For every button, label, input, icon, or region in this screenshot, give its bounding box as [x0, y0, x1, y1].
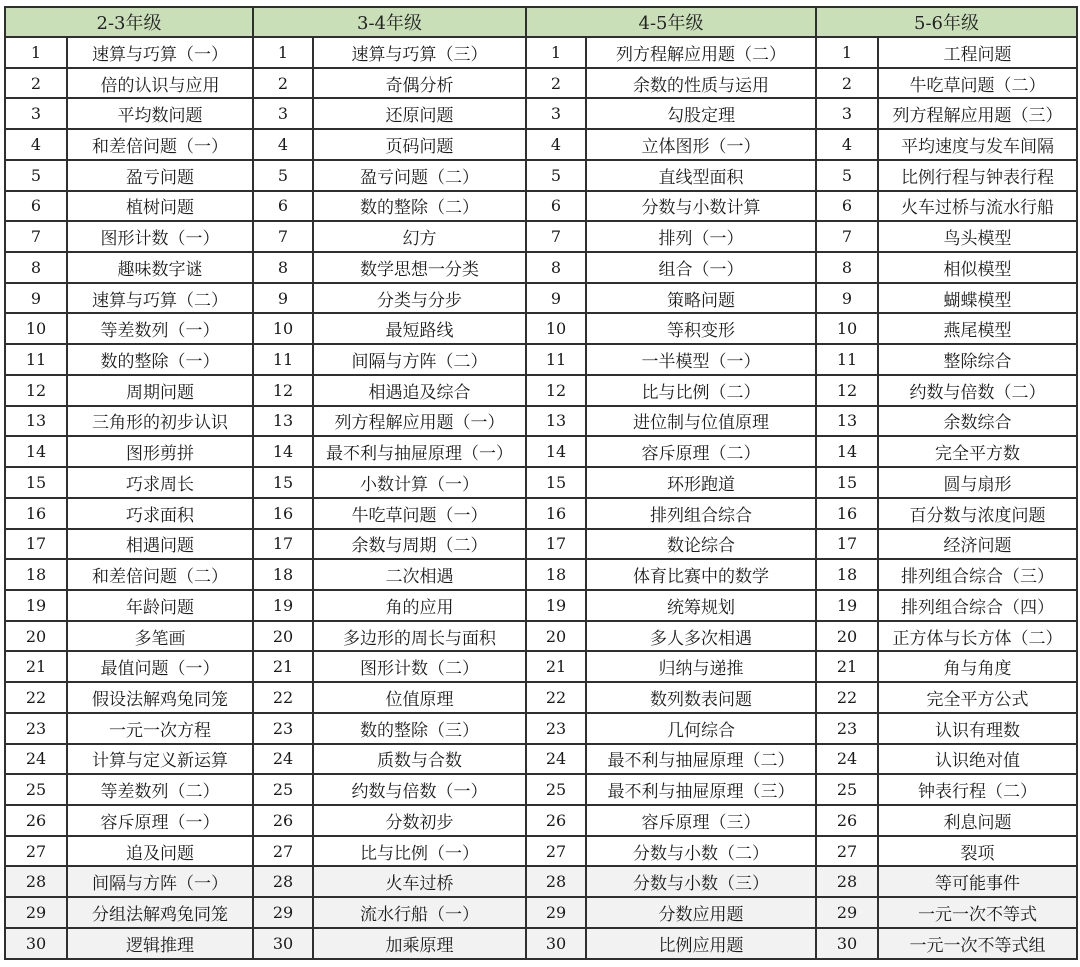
- lesson-number-grade-2-3: 13: [5, 406, 67, 437]
- lesson-number-grade-3-4: 24: [253, 744, 313, 775]
- lesson-topic-grade-2-3: 相遇问题: [67, 529, 253, 560]
- lesson-number-grade-4-5: 7: [526, 221, 586, 252]
- lesson-topic-grade-3-4: 多边形的周长与面积: [313, 621, 526, 652]
- lesson-topic-grade-2-3: 等差数列（二）: [67, 774, 253, 805]
- lesson-number-grade-5-6: 16: [816, 498, 878, 529]
- lesson-topic-grade-3-4: 还原问题: [313, 98, 526, 129]
- lesson-topic-grade-3-4: 相遇追及综合: [313, 375, 526, 406]
- table-row: [5, 590, 1077, 621]
- lesson-number-grade-2-3: 20: [5, 621, 67, 652]
- lesson-topic-grade-5-6: 百分数与浓度问题: [878, 498, 1077, 529]
- table-row: [5, 559, 1077, 590]
- lesson-number-grade-4-5: 15: [526, 467, 586, 498]
- lesson-number-grade-2-3: 14: [5, 436, 67, 467]
- lesson-topic-grade-3-4: 奇偶分析: [313, 68, 526, 99]
- lesson-number-grade-4-5: 23: [526, 713, 586, 744]
- lesson-number-grade-5-6: 6: [816, 191, 878, 222]
- lesson-number-grade-4-5: 4: [526, 129, 586, 160]
- lesson-topic-grade-3-4: 角的应用: [313, 590, 526, 621]
- lesson-topic-grade-4-5: 分数应用题: [586, 897, 816, 928]
- lesson-number-grade-2-3: 5: [5, 160, 67, 191]
- lesson-topic-grade-4-5: 立体图形（一）: [586, 129, 816, 160]
- lesson-topic-grade-5-6: 排列组合综合（四）: [878, 590, 1077, 621]
- lesson-number-grade-4-5: 26: [526, 805, 586, 836]
- table-row: [5, 191, 1077, 222]
- table-row: [5, 498, 1077, 529]
- table-row: [5, 221, 1077, 252]
- lesson-number-grade-2-3: 17: [5, 529, 67, 560]
- lesson-number-grade-3-4: 11: [253, 344, 313, 375]
- lesson-number-grade-4-5: 8: [526, 252, 586, 283]
- table-row: [5, 98, 1077, 129]
- table-row: [5, 406, 1077, 437]
- lesson-topic-grade-4-5: 等积变形: [586, 313, 816, 344]
- lesson-topic-grade-2-3: 倍的认识与应用: [67, 68, 253, 99]
- lesson-topic-grade-5-6: 相似模型: [878, 252, 1077, 283]
- lesson-number-grade-5-6: 19: [816, 590, 878, 621]
- lesson-topic-grade-4-5: 环形跑道: [586, 467, 816, 498]
- lesson-topic-grade-4-5: 排列（一）: [586, 221, 816, 252]
- lesson-topic-grade-3-4: 图形计数（二）: [313, 651, 526, 682]
- lesson-number-grade-4-5: 25: [526, 774, 586, 805]
- lesson-number-grade-5-6: 11: [816, 344, 878, 375]
- lesson-topic-grade-4-5: 分数与小数（三）: [586, 866, 816, 897]
- lesson-topic-grade-4-5: 体育比赛中的数学: [586, 559, 816, 590]
- lesson-number-grade-5-6: 2: [816, 68, 878, 99]
- lesson-topic-grade-4-5: 统筹规划: [586, 590, 816, 621]
- lesson-topic-grade-4-5: 容斥原理（三）: [586, 805, 816, 836]
- lesson-topic-grade-4-5: 几何综合: [586, 713, 816, 744]
- lesson-topic-grade-2-3: 计算与定义新运算: [67, 744, 253, 775]
- lesson-number-grade-4-5: 16: [526, 498, 586, 529]
- lesson-topic-grade-2-3: 容斥原理（一）: [67, 805, 253, 836]
- lesson-number-grade-3-4: 8: [253, 252, 313, 283]
- lesson-number-grade-5-6: 9: [816, 283, 878, 314]
- table-row: [5, 805, 1077, 836]
- lesson-topic-grade-3-4: 牛吃草问题（一）: [313, 498, 526, 529]
- table-row: [5, 651, 1077, 682]
- lesson-number-grade-5-6: 8: [816, 252, 878, 283]
- lesson-topic-grade-5-6: 列方程解应用题（三）: [878, 98, 1077, 129]
- lesson-number-grade-4-5: 2: [526, 68, 586, 99]
- lesson-number-grade-3-4: 1: [253, 37, 313, 68]
- lesson-topic-grade-2-3: 速算与巧算（二）: [67, 283, 253, 314]
- lesson-topic-grade-4-5: 数列数表问题: [586, 682, 816, 713]
- lesson-topic-grade-4-5: 进位制与位值原理: [586, 406, 816, 437]
- lesson-topic-grade-2-3: 和差倍问题（二）: [67, 559, 253, 590]
- lesson-topic-grade-4-5: 策略问题: [586, 283, 816, 314]
- lesson-number-grade-2-3: 9: [5, 283, 67, 314]
- lesson-topic-grade-5-6: 燕尾模型: [878, 313, 1077, 344]
- lesson-topic-grade-5-6: 经济问题: [878, 529, 1077, 560]
- lesson-topic-grade-3-4: 页码问题: [313, 129, 526, 160]
- lesson-number-grade-4-5: 27: [526, 836, 586, 867]
- lesson-number-grade-5-6: 30: [816, 928, 878, 959]
- lesson-number-grade-5-6: 26: [816, 805, 878, 836]
- lesson-topic-grade-3-4: 数的整除（三）: [313, 713, 526, 744]
- lesson-topic-grade-5-6: 钟表行程（二）: [878, 774, 1077, 805]
- lesson-topic-grade-3-4: 分类与分步: [313, 283, 526, 314]
- lesson-topic-grade-4-5: 直线型面积: [586, 160, 816, 191]
- lesson-topic-grade-2-3: 数的整除（一）: [67, 344, 253, 375]
- table-row: [5, 252, 1077, 283]
- table-row: [5, 37, 1077, 68]
- lesson-topic-grade-4-5: 列方程解应用题（二）: [586, 37, 816, 68]
- lesson-topic-grade-3-4: 余数与周期（二）: [313, 529, 526, 560]
- lesson-number-grade-3-4: 15: [253, 467, 313, 498]
- lesson-topic-grade-3-4: 盈亏问题（二）: [313, 160, 526, 191]
- lesson-number-grade-4-5: 9: [526, 283, 586, 314]
- lesson-topic-grade-3-4: 火车过桥: [313, 866, 526, 897]
- lesson-number-grade-5-6: 29: [816, 897, 878, 928]
- lesson-topic-grade-5-6: 一元一次不等式组: [878, 928, 1077, 959]
- lesson-number-grade-5-6: 10: [816, 313, 878, 344]
- lesson-number-grade-2-3: 23: [5, 713, 67, 744]
- lesson-number-grade-3-4: 28: [253, 866, 313, 897]
- lesson-topic-grade-2-3: 速算与巧算（一）: [67, 37, 253, 68]
- lesson-number-grade-4-5: 14: [526, 436, 586, 467]
- grade-header-5-6: 5-6年级: [816, 7, 1077, 37]
- table-row: [5, 682, 1077, 713]
- lesson-topic-grade-2-3: 巧求面积: [67, 498, 253, 529]
- lesson-number-grade-5-6: 23: [816, 713, 878, 744]
- lesson-number-grade-5-6: 22: [816, 682, 878, 713]
- lesson-topic-grade-5-6: 比例行程与钟表行程: [878, 160, 1077, 191]
- lesson-topic-grade-3-4: 数学思想一分类: [313, 252, 526, 283]
- table-body: [5, 37, 1077, 959]
- lesson-number-grade-2-3: 1: [5, 37, 67, 68]
- lesson-number-grade-3-4: 26: [253, 805, 313, 836]
- lesson-topic-grade-4-5: 数论综合: [586, 529, 816, 560]
- table-row: [5, 897, 1077, 928]
- lesson-topic-grade-5-6: 圆与扇形: [878, 467, 1077, 498]
- lesson-number-grade-2-3: 22: [5, 682, 67, 713]
- lesson-topic-grade-3-4: 数的整除（二）: [313, 191, 526, 222]
- lesson-topic-grade-5-6: 平均速度与发车间隔: [878, 129, 1077, 160]
- lesson-number-grade-3-4: 23: [253, 713, 313, 744]
- lesson-number-grade-5-6: 28: [816, 866, 878, 897]
- table-row: [5, 283, 1077, 314]
- lesson-number-grade-3-4: 6: [253, 191, 313, 222]
- table-row: [5, 344, 1077, 375]
- lesson-number-grade-5-6: 20: [816, 621, 878, 652]
- lesson-number-grade-2-3: 27: [5, 836, 67, 867]
- lesson-topic-grade-2-3: 假设法解鸡兔同笼: [67, 682, 253, 713]
- lesson-topic-grade-2-3: 三角形的初步认识: [67, 406, 253, 437]
- lesson-topic-grade-2-3: 间隔与方阵（一）: [67, 866, 253, 897]
- lesson-topic-grade-5-6: 火车过桥与流水行船: [878, 191, 1077, 222]
- grade-header-3-4: 3-4年级: [253, 7, 526, 37]
- lesson-number-grade-5-6: 27: [816, 836, 878, 867]
- lesson-number-grade-3-4: 4: [253, 129, 313, 160]
- lesson-topic-grade-4-5: 最不利与抽屉原理（三）: [586, 774, 816, 805]
- lesson-number-grade-2-3: 8: [5, 252, 67, 283]
- lesson-number-grade-5-6: 24: [816, 744, 878, 775]
- lesson-number-grade-3-4: 13: [253, 406, 313, 437]
- lesson-number-grade-2-3: 6: [5, 191, 67, 222]
- lesson-topic-grade-2-3: 和差倍问题（一）: [67, 129, 253, 160]
- lesson-topic-grade-4-5: 归纳与递推: [586, 651, 816, 682]
- lesson-topic-grade-3-4: 列方程解应用题（一）: [313, 406, 526, 437]
- table-row: [5, 621, 1077, 652]
- lesson-topic-grade-4-5: 比与比例（二）: [586, 375, 816, 406]
- lesson-topic-grade-5-6: 利息问题: [878, 805, 1077, 836]
- lesson-topic-grade-3-4: 质数与合数: [313, 744, 526, 775]
- lesson-number-grade-2-3: 15: [5, 467, 67, 498]
- lesson-number-grade-2-3: 28: [5, 866, 67, 897]
- lesson-number-grade-2-3: 4: [5, 129, 67, 160]
- lesson-number-grade-3-4: 10: [253, 313, 313, 344]
- lesson-topic-grade-5-6: 整除综合: [878, 344, 1077, 375]
- lesson-topic-grade-4-5: 组合（一）: [586, 252, 816, 283]
- lesson-number-grade-3-4: 17: [253, 529, 313, 560]
- lesson-topic-grade-3-4: 加乘原理: [313, 928, 526, 959]
- lesson-topic-grade-3-4: 小数计算（一）: [313, 467, 526, 498]
- lesson-number-grade-3-4: 20: [253, 621, 313, 652]
- lesson-topic-grade-5-6: 工程问题: [878, 37, 1077, 68]
- lesson-topic-grade-2-3: 追及问题: [67, 836, 253, 867]
- lesson-topic-grade-3-4: 位值原理: [313, 682, 526, 713]
- lesson-topic-grade-3-4: 流水行船（一）: [313, 897, 526, 928]
- lesson-number-grade-5-6: 25: [816, 774, 878, 805]
- table-row: [5, 744, 1077, 775]
- lesson-number-grade-3-4: 27: [253, 836, 313, 867]
- lesson-topic-grade-2-3: 多笔画: [67, 621, 253, 652]
- lesson-topic-grade-4-5: 分数与小数（二）: [586, 836, 816, 867]
- lesson-number-grade-4-5: 17: [526, 529, 586, 560]
- table-header: [5, 7, 1077, 37]
- lesson-number-grade-2-3: 11: [5, 344, 67, 375]
- lesson-number-grade-2-3: 19: [5, 590, 67, 621]
- table-row: [5, 529, 1077, 560]
- lesson-number-grade-3-4: 21: [253, 651, 313, 682]
- lesson-number-grade-4-5: 1: [526, 37, 586, 68]
- lesson-topic-grade-5-6: 蝴蝶模型: [878, 283, 1077, 314]
- lesson-topic-grade-3-4: 比与比例（一）: [313, 836, 526, 867]
- lesson-topic-grade-3-4: 二次相遇: [313, 559, 526, 590]
- lesson-topic-grade-2-3: 盈亏问题: [67, 160, 253, 191]
- lesson-number-grade-5-6: 12: [816, 375, 878, 406]
- lesson-topic-grade-2-3: 年龄问题: [67, 590, 253, 621]
- lesson-number-grade-4-5: 13: [526, 406, 586, 437]
- lesson-topic-grade-5-6: 约数与倍数（二）: [878, 375, 1077, 406]
- lesson-number-grade-3-4: 14: [253, 436, 313, 467]
- lesson-number-grade-2-3: 10: [5, 313, 67, 344]
- lesson-topic-grade-5-6: 认识绝对值: [878, 744, 1077, 775]
- table-row: [5, 467, 1077, 498]
- lesson-number-grade-3-4: 30: [253, 928, 313, 959]
- lesson-number-grade-3-4: 16: [253, 498, 313, 529]
- lesson-number-grade-5-6: 13: [816, 406, 878, 437]
- lesson-number-grade-3-4: 7: [253, 221, 313, 252]
- lesson-topic-grade-4-5: 比例应用题: [586, 928, 816, 959]
- table-row: [5, 68, 1077, 99]
- lesson-topic-grade-5-6: 一元一次不等式: [878, 897, 1077, 928]
- lesson-number-grade-4-5: 30: [526, 928, 586, 959]
- lesson-number-grade-4-5: 12: [526, 375, 586, 406]
- lesson-number-grade-4-5: 19: [526, 590, 586, 621]
- lesson-number-grade-4-5: 3: [526, 98, 586, 129]
- lesson-number-grade-2-3: 3: [5, 98, 67, 129]
- lesson-topic-grade-5-6: 完全平方数: [878, 436, 1077, 467]
- lesson-number-grade-5-6: 5: [816, 160, 878, 191]
- lesson-number-grade-4-5: 18: [526, 559, 586, 590]
- table-row: [5, 129, 1077, 160]
- lesson-topic-grade-5-6: 认识有理数: [878, 713, 1077, 744]
- lesson-number-grade-4-5: 20: [526, 621, 586, 652]
- lesson-number-grade-3-4: 22: [253, 682, 313, 713]
- lesson-topic-grade-2-3: 平均数问题: [67, 98, 253, 129]
- lesson-topic-grade-2-3: 等差数列（一）: [67, 313, 253, 344]
- lesson-topic-grade-4-5: 一半模型（一）: [586, 344, 816, 375]
- lesson-number-grade-5-6: 4: [816, 129, 878, 160]
- lesson-number-grade-3-4: 25: [253, 774, 313, 805]
- lesson-topic-grade-4-5: 勾股定理: [586, 98, 816, 129]
- lesson-topic-grade-5-6: 正方体与长方体（二）: [878, 621, 1077, 652]
- lesson-number-grade-4-5: 6: [526, 191, 586, 222]
- table-row: [5, 313, 1077, 344]
- table-row: [5, 436, 1077, 467]
- lesson-number-grade-4-5: 24: [526, 744, 586, 775]
- lesson-topic-grade-2-3: 周期问题: [67, 375, 253, 406]
- lesson-number-grade-5-6: 3: [816, 98, 878, 129]
- lesson-topic-grade-2-3: 逻辑推理: [67, 928, 253, 959]
- lesson-topic-grade-2-3: 最值问题（一）: [67, 651, 253, 682]
- lesson-topic-grade-5-6: 牛吃草问题（二）: [878, 68, 1077, 99]
- lesson-number-grade-3-4: 18: [253, 559, 313, 590]
- lesson-number-grade-5-6: 15: [816, 467, 878, 498]
- grade-header-2-3: 2-3年级: [5, 7, 253, 37]
- header-row: [5, 7, 1077, 37]
- lesson-topic-grade-2-3: 趣味数字谜: [67, 252, 253, 283]
- lesson-number-grade-5-6: 1: [816, 37, 878, 68]
- lesson-number-grade-5-6: 17: [816, 529, 878, 560]
- lesson-topic-grade-4-5: 分数与小数计算: [586, 191, 816, 222]
- lesson-topic-grade-3-4: 幻方: [313, 221, 526, 252]
- lesson-number-grade-3-4: 19: [253, 590, 313, 621]
- lesson-number-grade-5-6: 18: [816, 559, 878, 590]
- lesson-topic-grade-3-4: 间隔与方阵（二）: [313, 344, 526, 375]
- lesson-number-grade-5-6: 14: [816, 436, 878, 467]
- lesson-number-grade-4-5: 10: [526, 313, 586, 344]
- lesson-topic-grade-2-3: 分组法解鸡兔同笼: [67, 897, 253, 928]
- lesson-number-grade-5-6: 21: [816, 651, 878, 682]
- lesson-number-grade-2-3: 18: [5, 559, 67, 590]
- lesson-number-grade-4-5: 28: [526, 866, 586, 897]
- lesson-topic-grade-4-5: 容斥原理（二）: [586, 436, 816, 467]
- table-row: [5, 375, 1077, 406]
- lesson-topic-grade-3-4: 分数初步: [313, 805, 526, 836]
- curriculum-table: [4, 6, 1078, 960]
- lesson-topic-grade-5-6: 完全平方公式: [878, 682, 1077, 713]
- lesson-topic-grade-2-3: 图形计数（一）: [67, 221, 253, 252]
- lesson-topic-grade-3-4: 最不利与抽屉原理（一）: [313, 436, 526, 467]
- lesson-topic-grade-3-4: 速算与巧算（三）: [313, 37, 526, 68]
- table-row: [5, 836, 1077, 867]
- table-row: [5, 866, 1077, 897]
- lesson-number-grade-2-3: 21: [5, 651, 67, 682]
- lesson-number-grade-5-6: 7: [816, 221, 878, 252]
- lesson-topic-grade-4-5: 排列组合综合: [586, 498, 816, 529]
- lesson-topic-grade-3-4: 约数与倍数（一）: [313, 774, 526, 805]
- lesson-number-grade-2-3: 29: [5, 897, 67, 928]
- lesson-topic-grade-4-5: 余数的性质与运用: [586, 68, 816, 99]
- lesson-topic-grade-5-6: 排列组合综合（三）: [878, 559, 1077, 590]
- lesson-topic-grade-5-6: 鸟头模型: [878, 221, 1077, 252]
- lesson-topic-grade-5-6: 等可能事件: [878, 866, 1077, 897]
- lesson-topic-grade-4-5: 多人多次相遇: [586, 621, 816, 652]
- lesson-topic-grade-5-6: 裂项: [878, 836, 1077, 867]
- lesson-number-grade-3-4: 12: [253, 375, 313, 406]
- table-row: [5, 774, 1077, 805]
- lesson-number-grade-3-4: 3: [253, 98, 313, 129]
- lesson-number-grade-3-4: 9: [253, 283, 313, 314]
- lesson-number-grade-2-3: 26: [5, 805, 67, 836]
- lesson-number-grade-2-3: 12: [5, 375, 67, 406]
- lesson-number-grade-3-4: 2: [253, 68, 313, 99]
- lesson-topic-grade-5-6: 角与角度: [878, 651, 1077, 682]
- lesson-number-grade-4-5: 11: [526, 344, 586, 375]
- grade-header-4-5: 4-5年级: [526, 7, 816, 37]
- lesson-topic-grade-5-6: 余数综合: [878, 406, 1077, 437]
- lesson-number-grade-2-3: 25: [5, 774, 67, 805]
- lesson-number-grade-2-3: 7: [5, 221, 67, 252]
- table-row: [5, 928, 1077, 959]
- lesson-topic-grade-2-3: 巧求周长: [67, 467, 253, 498]
- lesson-number-grade-2-3: 24: [5, 744, 67, 775]
- lesson-number-grade-3-4: 29: [253, 897, 313, 928]
- lesson-number-grade-3-4: 5: [253, 160, 313, 191]
- lesson-topic-grade-2-3: 一元一次方程: [67, 713, 253, 744]
- lesson-number-grade-2-3: 16: [5, 498, 67, 529]
- lesson-number-grade-2-3: 30: [5, 928, 67, 959]
- lesson-number-grade-4-5: 5: [526, 160, 586, 191]
- lesson-topic-grade-2-3: 植树问题: [67, 191, 253, 222]
- lesson-topic-grade-2-3: 图形剪拼: [67, 436, 253, 467]
- lesson-number-grade-4-5: 21: [526, 651, 586, 682]
- lesson-number-grade-4-5: 29: [526, 897, 586, 928]
- table-row: [5, 713, 1077, 744]
- lesson-number-grade-4-5: 22: [526, 682, 586, 713]
- table-row: [5, 160, 1077, 191]
- lesson-number-grade-2-3: 2: [5, 68, 67, 99]
- lesson-topic-grade-3-4: 最短路线: [313, 313, 526, 344]
- lesson-topic-grade-4-5: 最不利与抽屉原理（二）: [586, 744, 816, 775]
